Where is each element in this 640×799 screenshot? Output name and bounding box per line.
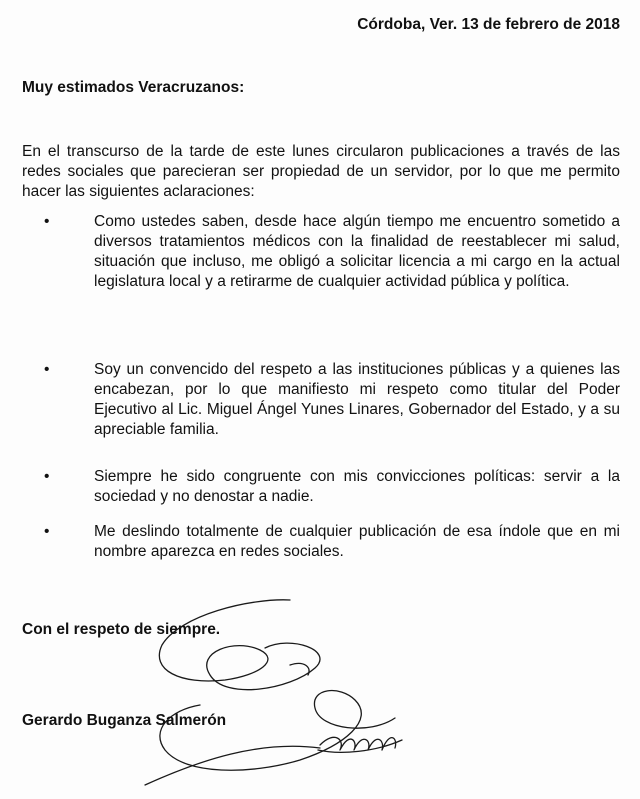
bullet-icon: • [44, 361, 50, 378]
bullet-icon: • [44, 523, 50, 540]
list-item-text: Me deslindo totalmente de cualquier publicación de esa índole que en mi nombre aparezca en redes sociales. [94, 523, 620, 560]
bullet-icon: • [44, 213, 50, 230]
list-item-text: Siempre he sido congruente con mis convicciones políticas: servir a la sociedad y no denostar a nadie. [94, 468, 620, 505]
letter-date: Córdoba, Ver. 13 de febrero de 2018 [357, 16, 620, 33]
letter-closing: Con el respeto de siempre. [22, 621, 221, 638]
letter-salutation: Muy estimados Veracruzanos: [22, 79, 245, 96]
bullet-icon: • [44, 468, 50, 485]
letter-intro-paragraph: En el transcurso de la tarde de este lunes circularon publicaciones a través de las redes sociales que parecieran ser propiedad de un servidor, por lo que me permito hacer las siguientes aclaraciones: [22, 143, 620, 200]
handwritten-signature-icon [140, 590, 430, 790]
list-item-text: Como ustedes saben, desde hace algún tiempo me encuentro sometido a diversos tratamientos médicos con la finalidad de reestablecer mi salud, situación que incluso, me obligó a solicitar licencia a mi cargo en la actual legislatura local y a retirarme de cualquier actividad pública y política. [94, 213, 620, 290]
signer-name: Gerardo Buganza Salmerón [22, 712, 227, 729]
list-item-text: Soy un convencido del respeto a las instituciones públicas y a quienes las encabezan, por lo que manifiesto mi respeto como titular del Poder Ejecutivo al Lic. Miguel Ángel Yunes Linares, Gobernador del Estado, y a su apreciable familia. [94, 361, 620, 438]
